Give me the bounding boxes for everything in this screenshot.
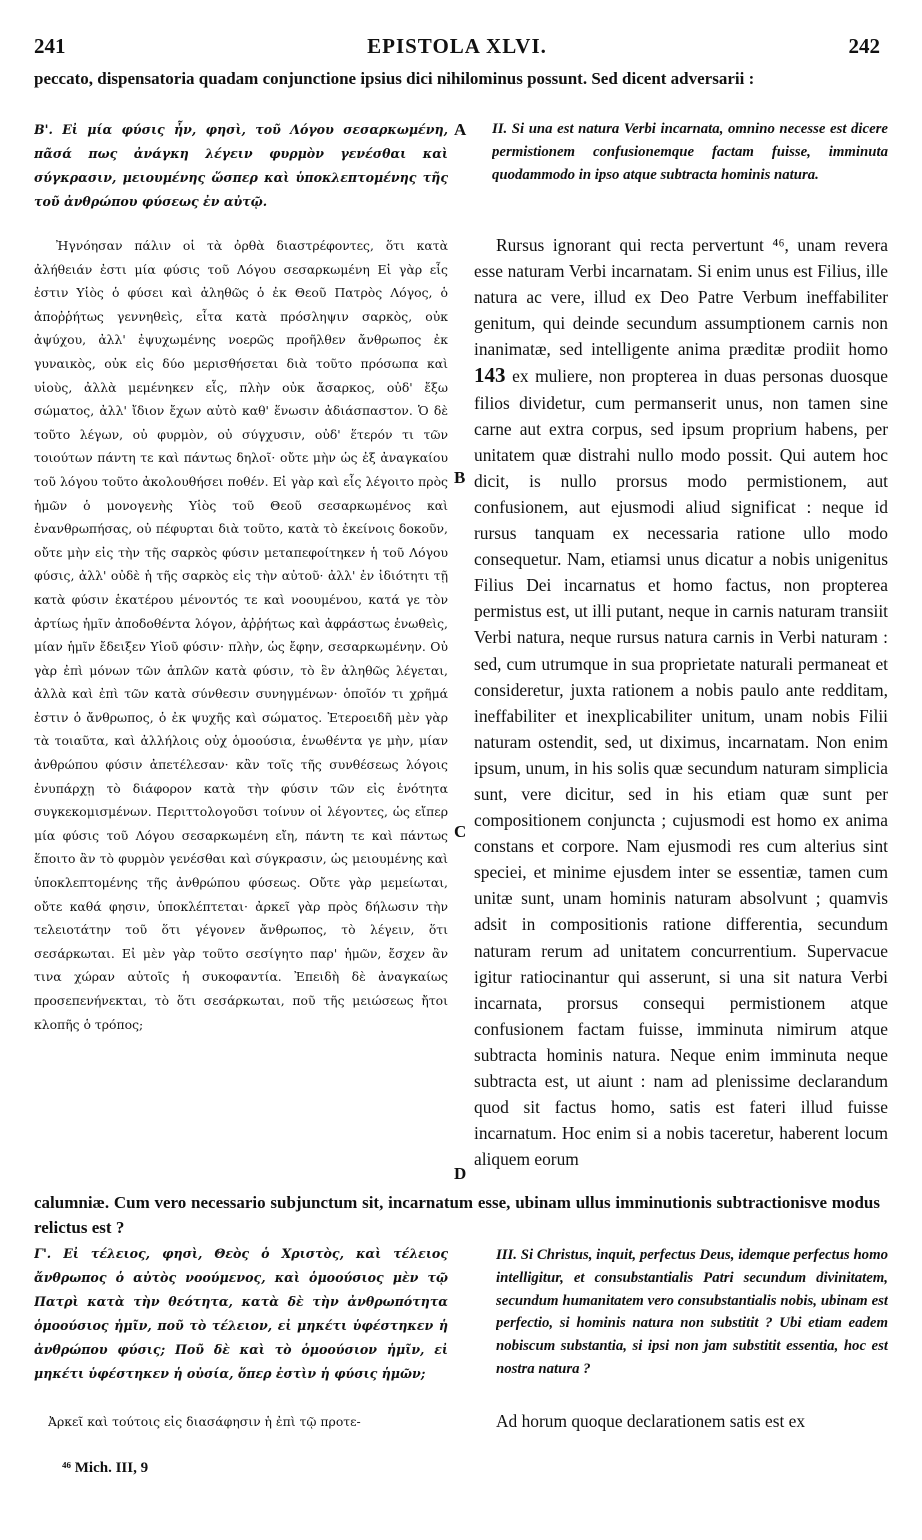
margin-letter-b: B — [454, 468, 466, 487]
running-header — [34, 34, 880, 64]
latin-main-text — [474, 232, 888, 1188]
running-title: EPISTOLA XLVI. — [367, 34, 547, 58]
margin-letter-d: D — [454, 1164, 467, 1183]
top-continuation-text: peccato, dispensatoria quadam conjunctione ipsius dici nihilominus possunt. Sed dicent adversarii : — [34, 69, 755, 88]
latin-heading-iii: III. Si Christus, inquit, perfectus Deus, idemque perfectus homo intelligitur, et consubstantialis Patri secundum divinitatem, secundum humanitatem vero consubstantialis nobis, ubinam est perfectio, si hominis natura non substitit ? Ubi etiam eadem nobiscum substantia, si ipsi non jam substitit essentia, hoc est nostra natura ? — [496, 1247, 888, 1377]
page-number-right: 242 — [848, 34, 880, 58]
bottom-full-width-text: calumniæ. Cum vero necessario subjunctum sit, incarnatum esse, ubinam ullus imminutionis subtractionisve modus relictus est ? — [34, 1193, 880, 1237]
latin-last-line: Ad horum quoque declarationem satis est ex — [496, 1411, 806, 1431]
greek-main-text: Ἠγνόησαν πάλιν οἱ τὰ ὀρθὰ διαστρέφοντες, ὅτι κατὰ ἀλήθειάν ἐστι μία φύσις τοῦ Λόγου σεσαρκωμένη Εἰ γὰρ εἷς ἐστιν Υἱὸς ὁ φύσει καὶ ἀληθῶς ὁ ἐκ Θεοῦ Πατρὸς Λόγος, ὁ ἀποῤῥήτως γεννηθεὶς, εἶτα κατὰ πρόσληψιν σαρκὸς, οὐκ ἀψύχου, ἀλλ' ἐψυχωμένης νοερῶς προῆλθεν ἄνθρωπος ἐκ γυναικὸς, οὐκ εἰς δύο μερισθήσεται διὰ τοῦτο πρόσωπα καὶ υἱοὺς, ἀλλὰ μεμένηκεν εἷς, πλὴν οὐκ ἄσαρκος, οὐδ' ἔξω σώματος, ἀλλ' ἴδιον ἔχων αὐτὸ καθ' ἕνωσιν ἀδιάσπαστον. Ὁ δὲ τοῦτο λέγων, οὐ φυρμὸν, οὐ σύγχυσιν, οὐδ' ἕτερόν τι τῶν τοιούτων πάντη τε καὶ πάντως δηλοῖ· οὔτε μὴν ὡς ἐξ ἀναγκαίου τοῦ λόγου τοῦτο ἀκολουθήσει ποθέν. Εἰ γὰρ καὶ εἷς λέγοιτο πρὸς ἡμῶν ὁ μονογενὴς Υἱὸς τοῦ Θεοῦ σεσαρκωμένος καὶ ἐνανθρωπήσας, οὐ πέφυρται διὰ τοῦτο, κατὰ τὸ ἐκείνοις δοκοῦν, οὔτε μὴν εἰς τὴν τῆς σαρκὸς φύσιν μεταπεφοίτηκεν ἡ τοῦ Λόγου φύσις, ἀλλ' οὐδὲ ἡ τῆς σαρκὸς εἰς τὴν αὐτοῦ· ἀλλ' ἐν ἰδιότητι τῇ κατὰ φύσιν ἑκατέρου μένοντός τε καὶ νοουμένου, κατά γε τὸν ἀρτίως ἡμῖν ἀποδοθέντα λόγον, ἀῤῥήτως καὶ ἀφράστως ἑνωθεὶς, μίαν ἡμῖν ἔδειξεν Υἱοῦ φύσιν· πλὴν, ὡς ἔφην, σεσαρκωμένην. Οὐ γὰρ ἐπὶ μόνων τῶν ἁπλῶν κατὰ φύσιν, τὸ ἓν ἀληθῶς λέγεται, ἀλλὰ καὶ ἐπὶ τῶν κατὰ σύνθεσιν συνηγμένων· ὁποῖόν τι χρῆμά ἐστιν ὁ ἄνθρωπος, ὁ ἐκ ψυχῆς καὶ σώματος. Ἑτεροειδῆ μὲν γὰρ τὰ τοιαῦτα, καὶ ἀλλήλοις οὐχ ὁμοούσια, ἑνωθέντα γε μὴν, μίαν ἀνθρώπου φύσιν ἀπετέλεσαν· κἂν τοῖς τῆς συνθέσεως λόγοις ἐνυπάρχῃ τὸ διάφορον κατὰ τὴν φύσιν τῶν εἰς ἑνότητα συγκεκομισμένων. Περιττολογοῦσι τοίνυν οἱ λέγοντες, ὡς εἴπερ μία φύσις τοῦ Λόγου σεσαρκωμένη εἴη, πάντη τε καὶ πάντως ἕποιτο ἂν τὸ φυρμὸν γενέσθαι καὶ σύγκρασιν, ὡς μειουμένης καὶ ὑποκλεπτομένης τῆς ἀνθρώπου φύσεως. Οὔτε γὰρ μεμείωται, οὔτε καθά φησιν, ὑποκλέπτεται· ἀρκεῖ γὰρ πρὸς δήλωσιν τὴν τελειοτάτην τοῦ ὅτι γέγονεν ἄνθρωπος, τὸ λέγειν, ὅτι σεσάρκωται. Εἰ μὲν γὰρ τοῦτο σεσίγητο παρ' ἡμῶν, ἔσχεν ἂν τινα χώραν αὐτοῖς ἡ συκοφαντία. Ἐπειδὴ δὲ ἀναγκαίως προσεπενήνεκται, τὸ ὅτι σεσάρκωται, ποῦ τῆς μειώσεως ἤτοι κλοπῆς ὁ τρόπος; — [34, 238, 448, 1032]
greek-heading-g: Γ'. Εἰ τέλειος, φησὶ, Θεὸς ὁ Χριστὸς, καὶ τέλειος ἄνθρωπος ὁ αὐτὸς νοούμενος, καὶ ὁμοούσιος μὲν τῷ Πατρὶ κατὰ τὴν θεότητα, κατὰ δὲ τὴν ἀνθρωπότητα ὁμοούσιος ἡμῖν, ποῦ τὸ τέλειον, εἰ μηκέτι ὑφέστηκεν ἡ ἀνθρώπου φύσις; Ποῦ δὲ καὶ τὸ ὁμοούσιον ἡμῖν, εἰ μηκέτι ὑφέστηκεν ἡ οὐσία, ὅπερ ἐστὶν ἡ φύσις ἡμῶν; — [34, 1246, 448, 1381]
margin-letter-c: C — [454, 822, 467, 841]
margin-letter-a: A — [454, 120, 467, 139]
greek-heading-b: Β'. Εἰ μία φύσις ἦν, φησὶ, τοῦ Λόγου σεσαρκωμένη, πᾶσά πως ἀνάγκη λέγειν φυρμὸν γενέσθαι καὶ σύγκρασιν, μειουμένης ὥσπερ καὶ ὑποκλεπτομένης τῆς τοῦ ἀνθρώπου φύσεως ἐν αὐτῷ. — [34, 122, 448, 209]
greek-last-line: Ἀρκεῖ καὶ τούτοις εἰς διασάφησιν ἡ ἐπὶ τῷ προτε- — [48, 1414, 361, 1429]
page-number-left: 241 — [34, 34, 66, 58]
latin-main-part2: ex muliere, non propterea in duas personas duosque filios dividetur, cum permanserit unus, non tamen sine carne aut extra corpus, sed ipsum proprium habens, per unitatem quæ distrahi nullo modo possit. Qui autem hoc dicit, is nullo prorsus modo permistionem, aut confusionem, aut ejusmodi aliud significat : neque id rursus tanquam ex necessaria ratione ullo modo consequetur. Nam, etiamsi unus dicatur a nobis unigenitus Filius Dei incarnatus et homo factus, non propterea permistus est, ut illi putant, neque in carnis naturam transiit Verbi natura, neque rursus natura carnis in Verbi naturam : sed, cum utrumque in sua proprietate naturali permaneat et consideretur, juxta rationem a nobis paulo ante redditam, ineffabiliter et inexplicabiliter unitum, unam nobis Filii naturam ostendit, sed, ut diximus, incarnatam. Non enim ipsum, unum, in his solis quæ secundum naturam simplicia sunt, vere dicitur, sed in his etiam quæ sunt per compositionem conjuncta ; cujusmodi est homo ex anima constans et corpore. Nam ejusmodi res cum alterius sint speciei, et minime ejusdem inter se essentiæ, tamen cum unitæ sunt, unam hominis naturam absolvunt ; quamvis adsit in compositionis ratione differentia, secundum naturam rerum ad unitatem concurrentium. Supervacue igitur ratiocinantur qui asserunt, si una sit natura Verbi incarnata, prorsus consequi permistionem atque confusionem factam fuisse, imminuta nimirum atque subtracta hominis natura. Neque enim imminuta neque subtracta est, ut aiunt : nam ad plenissime declarandum quod sit factus homo, satis est fateri illud fuisse incarnatum. Hoc enim si a nobis taceretur, haberent locum aliquem eorum — [474, 366, 888, 1170]
latin-main-part1: Rursus ignorant qui recta pervertunt ⁴⁶, unam revera esse naturam Verbi incarnatam. Si enim unus est Filius, ille natura ac vere, illud ex Deo Patre Verbum ineffabiliter genitum, qui deinde secundum assumptionem carnis non inanimatæ, sed intelligente anima præditæ prodiit homo — [474, 235, 888, 360]
footnote: ⁴⁶ Mich. III, 9 — [62, 1460, 149, 1476]
latin-heading-ii: II. Si una est natura Verbi incarnata, omnino necesse est dicere permistionem confusionemque factam fuisse, imminuta quodammodo in ipso atque subtracta hominis natura. — [492, 121, 888, 183]
page-marker: 143 — [474, 363, 506, 388]
